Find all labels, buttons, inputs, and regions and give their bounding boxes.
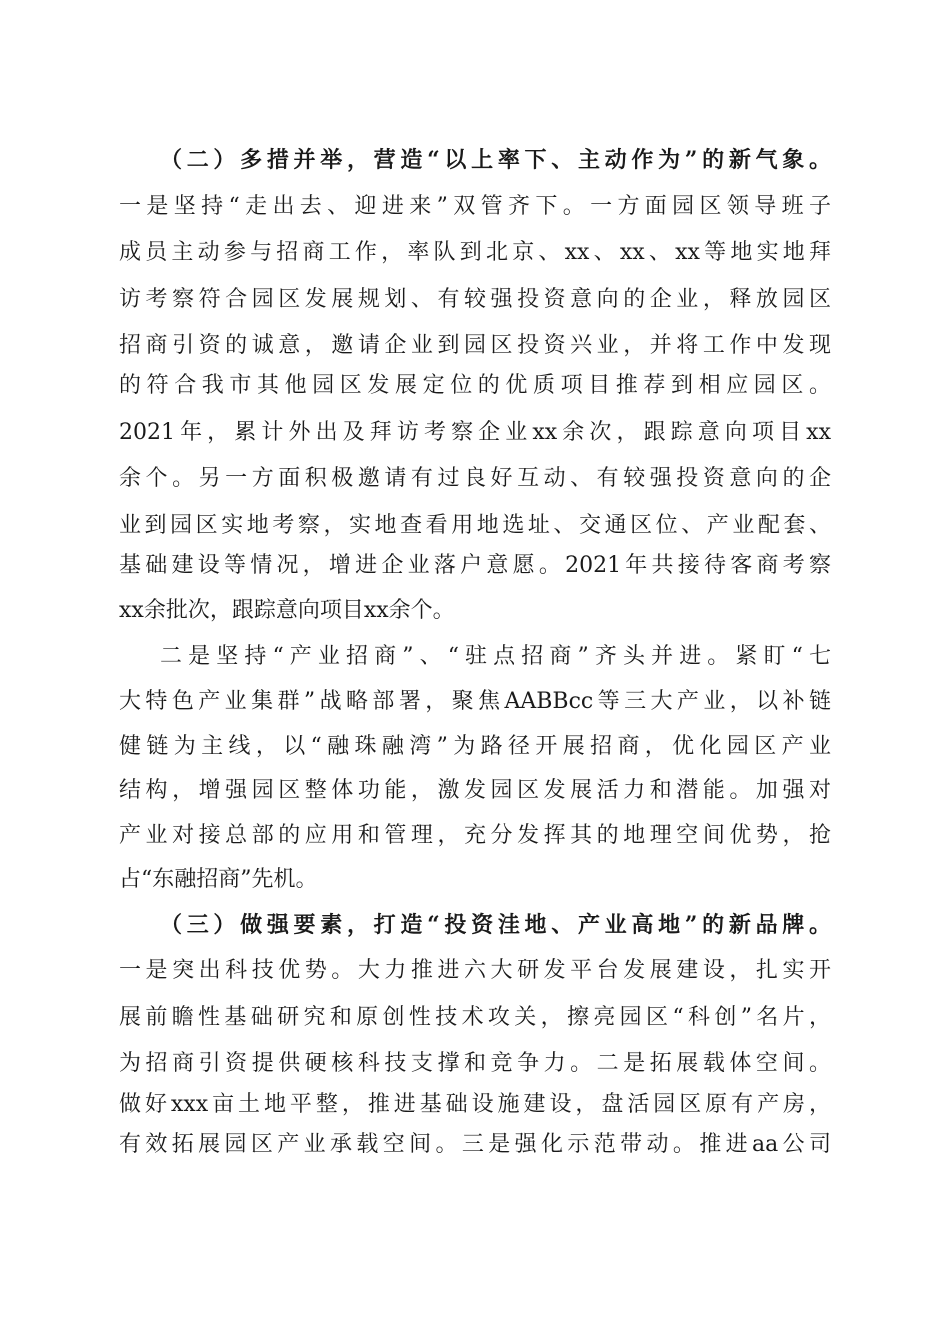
section-heading-2: （二）多措并举，营造“以上率下、主动作为”的新气象。 bbox=[160, 147, 831, 173]
paragraph-line: 一是突出科技优势。大力推进六大研发平台发展建设，扎实开 bbox=[119, 958, 831, 983]
paragraph-line: 业到园区实地考察，实地查看用地选址、交通区位、产业配套、 bbox=[119, 513, 831, 538]
paragraph-line: 健链为主线，以“融珠融湾”为路径开展招商，优化园区产业 bbox=[119, 734, 831, 759]
paragraph-line: 占“东融招商”先机。 bbox=[119, 867, 318, 892]
paragraph-line: 有效拓展园区产业承载空间。三是强化示范带动。推进aa公司 bbox=[119, 1132, 831, 1157]
paragraph-line: 2021年，累计外出及拜访考察企业xx余次，跟踪意向项目xx bbox=[119, 420, 831, 445]
paragraph-line: 基础建设等情况，增进企业落户意愿。2021年共接待客商考察 bbox=[119, 553, 831, 578]
paragraph-line: 展前瞻性基础研究和原创性技术攻关，擦亮园区“科创”名片， bbox=[119, 1005, 831, 1030]
paragraph-line: 结构，增强园区整体功能，激发园区发展活力和潜能。加强对 bbox=[119, 778, 831, 803]
paragraph-line: 大特色产业集群”战略部署，聚焦AABBcc等三大产业，以补链 bbox=[119, 689, 831, 714]
paragraph-line: 产业对接总部的应用和管理，充分发挥其的地理空间优势，抢 bbox=[119, 823, 831, 848]
paragraph-line: 成员主动参与招商工作，率队到北京、xx、xx、xx等地实地拜 bbox=[119, 240, 831, 265]
paragraph-line: 二是坚持“产业招商”、“驻点招商”齐头并进。紧盯“七 bbox=[160, 644, 831, 669]
paragraph-line: 招商引资的诚意，邀请企业到园区投资兴业，并将工作中发现 bbox=[119, 333, 831, 358]
paragraph-line: 的符合我市其他园区发展定位的优质项目推荐到相应园区。 bbox=[119, 373, 831, 398]
section-heading-3: （三）做强要素，打造“投资洼地、产业高地”的新品牌。 bbox=[160, 912, 831, 938]
paragraph-line: 余个。另一方面积极邀请有过良好互动、有较强投资意向的企 bbox=[119, 466, 831, 491]
paragraph-line: 访考察符合园区发展规划、有较强投资意向的企业，释放园区 bbox=[119, 287, 831, 312]
paragraph-line: 做好xxx亩土地平整，推进基础设施建设，盘活园区原有产房， bbox=[119, 1092, 831, 1117]
paragraph-line: 一是坚持“走出去、迎进来”双管齐下。一方面园区领导班子 bbox=[119, 194, 831, 219]
paragraph-line: 为招商引资提供硬核科技支撑和竞争力。二是拓展载体空间。 bbox=[119, 1051, 831, 1076]
paragraph-line: xx余批次，跟踪意向项目xx余个。 bbox=[119, 598, 455, 623]
